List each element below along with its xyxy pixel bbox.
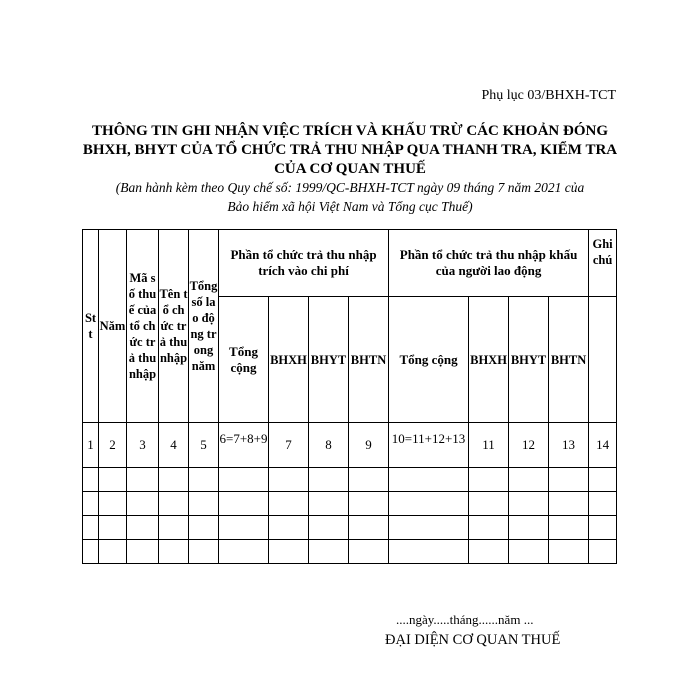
- header-stt: Stt: [83, 230, 99, 423]
- header-ghi-chu-blank: [589, 297, 617, 423]
- col-num-9: 9: [349, 423, 389, 468]
- subtitle-line-1: (Ban hành kèm theo Quy chế số: 1999/QC-BHXH-TCT ngày 09 tháng 7 năm 2021 của: [115, 180, 585, 195]
- header-group-khau-tru: Phần tổ chức trả thu nhập khấu của người lao động: [389, 230, 589, 297]
- header-tong-so-lao-dong: Tổng số lao động trong năm: [189, 230, 219, 423]
- col-num-12: 12: [509, 423, 549, 468]
- table-row: [83, 468, 617, 492]
- table-row: [83, 516, 617, 540]
- title-line-3: CỦA CƠ QUAN THUẾ: [274, 161, 426, 177]
- appendix-label: Phụ lục 03/BHXH-TCT: [481, 88, 616, 103]
- representative-title: ĐẠI DIỆN CƠ QUAN THUẾ: [385, 632, 561, 648]
- header-ma-so-thue: Mã số thuế của tổ chức trả thu nhập: [127, 230, 159, 423]
- col-num-7: 7: [269, 423, 309, 468]
- col-num-11: 11: [469, 423, 509, 468]
- header-ten-to-chuc: Tên tổ chức trả thu nhập: [159, 230, 189, 423]
- document-title: [70, 122, 630, 179]
- report-table: [82, 229, 617, 564]
- col-num-10: 10=11+12+13: [389, 423, 469, 468]
- header-ghi-chu: Ghi chú: [589, 230, 617, 297]
- header-tong-cong-1: Tổng cộng: [219, 297, 269, 423]
- header-nam: Năm: [99, 230, 127, 423]
- col-num-8: 8: [309, 423, 349, 468]
- col-num-2: 2: [99, 423, 127, 468]
- header-bhyt-1: BHYT: [309, 297, 349, 423]
- col-num-13: 13: [549, 423, 589, 468]
- title-line-2: BHXH, BHYT CỦA TỔ CHỨC TRẢ THU NHẬP QUA THANH TRA, KIỂM TRA: [82, 142, 618, 158]
- col-num-5: 5: [189, 423, 219, 468]
- col-num-3: 3: [127, 423, 159, 468]
- date-line: ....ngày.....tháng......năm ...: [396, 612, 534, 627]
- subtitle-line-2: Bảo hiểm xã hội Việt Nam và Tổng cục Thuế): [227, 199, 473, 214]
- col-num-6: 6=7+8+9: [219, 423, 269, 468]
- header-bhxh-2: BHXH: [469, 297, 509, 423]
- table-row: [83, 492, 617, 516]
- col-num-4: 4: [159, 423, 189, 468]
- col-num-14: 14: [589, 423, 617, 468]
- header-bhtn-2: BHTN: [549, 297, 589, 423]
- header-group-chi-phi: Phần tổ chức trả thu nhập trích vào chi phí: [219, 230, 389, 297]
- header-tong-cong-2: Tổng cộng: [389, 297, 469, 423]
- column-number-row: [83, 423, 617, 468]
- title-line-1: THÔNG TIN GHI NHẬN VIỆC TRÍCH VÀ KHẤU TRỪ CÁC KHOẢN ĐÓNG: [91, 123, 609, 139]
- header-bhyt-2: BHYT: [509, 297, 549, 423]
- header-bhtn-1: BHTN: [349, 297, 389, 423]
- header-bhxh-1: BHXH: [269, 297, 309, 423]
- header-row-1: [83, 230, 617, 297]
- document-subtitle: [70, 178, 630, 216]
- table-row: [83, 540, 617, 564]
- col-num-1: 1: [83, 423, 99, 468]
